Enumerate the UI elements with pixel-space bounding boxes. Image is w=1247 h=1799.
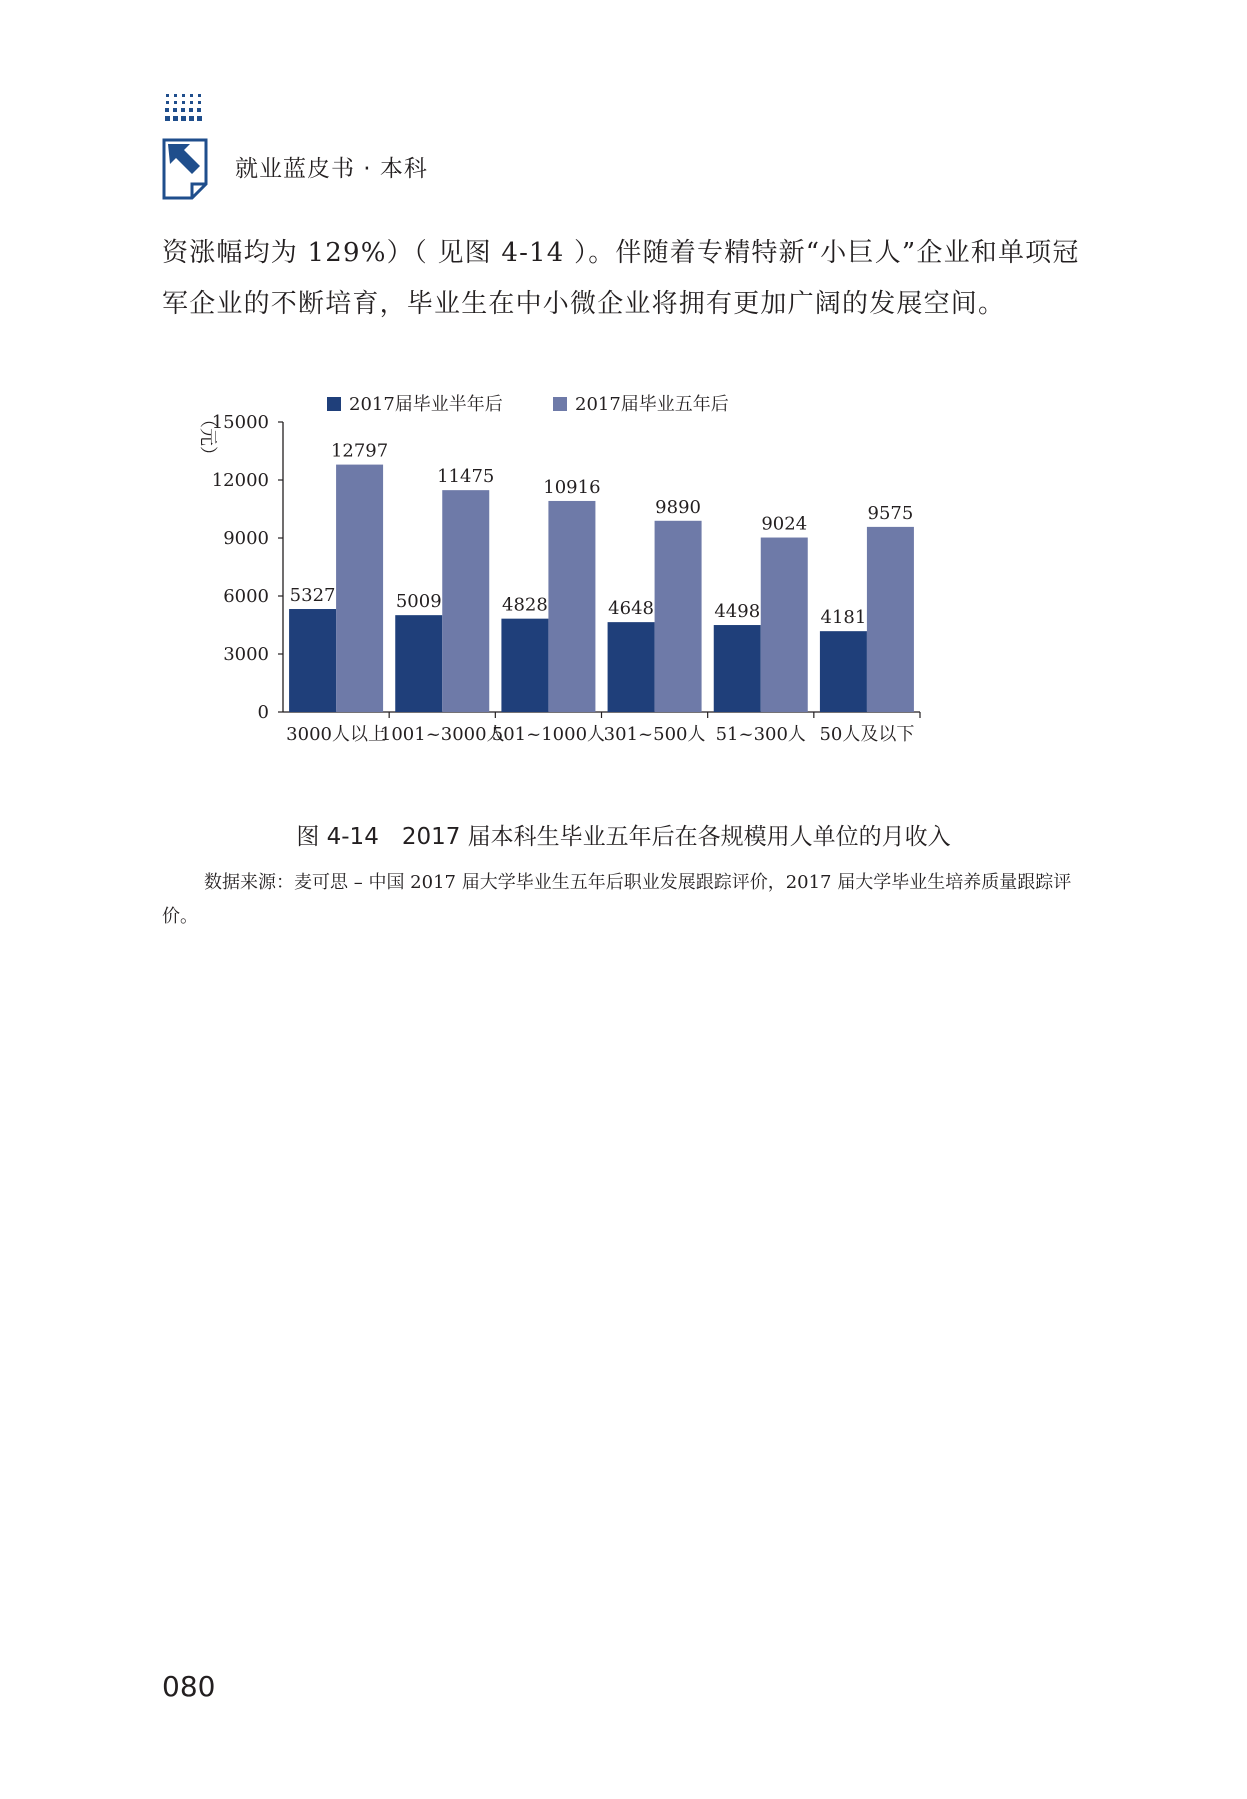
- bar-chart: [180, 385, 1080, 805]
- page-number: 080: [162, 1670, 216, 1703]
- y-tick-label: 3000: [223, 644, 269, 665]
- bar: [714, 625, 761, 712]
- y-tick-label: 12000: [211, 470, 269, 491]
- data-label: 10916: [543, 476, 601, 498]
- legend-swatch: [327, 397, 341, 411]
- legend-label: 2017届毕业五年后: [575, 394, 729, 415]
- data-label: 11475: [437, 466, 495, 488]
- bar: [761, 538, 808, 712]
- data-source-note: 数据来源：麦可思 – 中国 2017 届大学毕业生五年后职业发展跟踪评价，2017 届大学毕业生培养质量跟踪评价。: [162, 872, 1072, 927]
- bar: [655, 521, 702, 712]
- x-tick-label: 1001~3000人: [379, 724, 505, 745]
- running-header-title: 就业蓝皮书 · 本科: [235, 156, 428, 182]
- y-tick-label: 9000: [223, 528, 269, 549]
- book-series-logo: [162, 92, 212, 202]
- data-label: 9890: [655, 496, 701, 518]
- bar: [501, 619, 548, 712]
- figure-caption: 图 4-14 2017 届本科生毕业五年后在各规模用人单位的月收入: [296, 824, 951, 850]
- x-tick-label: 501~1000人: [491, 724, 606, 745]
- body-paragraph: [162, 228, 1092, 330]
- bar: [608, 622, 655, 712]
- bar: [289, 609, 336, 712]
- y-tick-label: 15000: [211, 412, 269, 433]
- legend-label: 2017届毕业半年后: [349, 394, 503, 415]
- data-label: 4648: [608, 598, 654, 620]
- y-axis-label: （元）: [197, 410, 218, 464]
- data-label: 5327: [289, 585, 336, 607]
- x-tick-label: 51~300人: [715, 724, 806, 745]
- bar: [548, 501, 595, 712]
- bar: [395, 615, 442, 712]
- legend-swatch: [553, 397, 567, 411]
- data-label: 5009: [395, 591, 442, 613]
- data-label: 9024: [761, 513, 808, 535]
- body-line-1: 资涨幅均为 129%）（ 见图 4-14 ）。伴随着专精特新“小巨人”企业和单项冠: [162, 238, 1080, 268]
- bar: [820, 631, 867, 712]
- data-label: 9575: [867, 502, 914, 524]
- bar: [867, 527, 914, 712]
- bar: [442, 490, 489, 712]
- data-label: 12797: [330, 440, 389, 462]
- bar: [336, 465, 383, 712]
- y-tick-label: 0: [257, 702, 269, 723]
- x-tick-label: 301~500人: [603, 724, 706, 745]
- data-label: 4498: [714, 601, 761, 623]
- data-label: 4828: [502, 594, 548, 616]
- x-tick-label: 50人及以下: [819, 724, 915, 745]
- body-line-2: 军企业的不断培育，毕业生在中小微企业将拥有更加广阔的发展空间。: [162, 289, 1006, 319]
- y-tick-label: 6000: [223, 586, 269, 607]
- x-tick-label: 3000人以上: [286, 724, 386, 745]
- data-label: 4181: [820, 607, 867, 629]
